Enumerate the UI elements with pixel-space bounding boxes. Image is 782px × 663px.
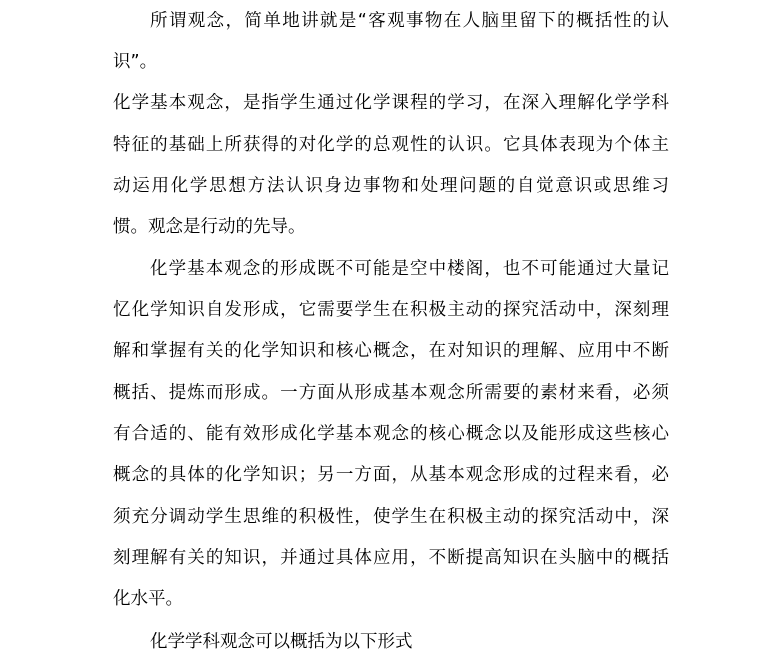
paragraph-3-line-6: 概念的具体的化学知识；另一方面，从基本观念形成的过程来看，必	[113, 465, 669, 485]
paragraph-2-line-2: 特征的基础上所获得的对化学的总观性的认识。它具体表现为个体主	[113, 135, 669, 155]
paragraph-3-line-7: 须充分调动学生思维的积极性，使学生在积极主动的探究活动中，深	[113, 507, 669, 527]
paragraph-2-line-1: 化学基本观念，是指学生通过化学课程的学习，在深入理解化学学科	[113, 93, 669, 113]
paragraph-3-line-2: 忆化学知识自发形成，它需要学生在积极主动的探究活动中，深刻理	[113, 300, 669, 320]
paragraph-1-line-1: 所谓观念，简单地讲就是“客观事物在人脑里留下的概括性的认	[150, 11, 669, 31]
paragraph-2-line-4: 惯。观念是行动的先导。	[113, 217, 306, 237]
paragraph-4-line-1: 化学学科观念可以概括为以下形式	[150, 632, 413, 652]
paragraph-3-line-4: 概括、提炼而形成。一方面从形成基本观念所需要的素材来看，必须	[113, 383, 669, 403]
paragraph-3-line-3: 解和掌握有关的化学知识和核心概念，在对知识的理解、应用中不断	[113, 341, 669, 361]
paragraph-3-line-1: 化学基本观念的形成既不可能是空中楼阁，也不可能通过大量记	[150, 259, 669, 279]
paragraph-3-line-9: 化水平。	[113, 589, 183, 609]
paragraph-3-line-5: 有合适的、能有效形成化学基本观念的核心概念以及能形成这些核心	[113, 424, 669, 444]
paragraph-3-line-8: 刻理解有关的知识，并通过具体应用，不断提高知识在头脑中的概括	[113, 548, 669, 568]
paragraph-2-line-3: 动运用化学思想方法认识身边事物和处理问题的自觉意识或思维习	[113, 176, 669, 196]
paragraph-1-line-2: 识”。	[113, 52, 158, 72]
